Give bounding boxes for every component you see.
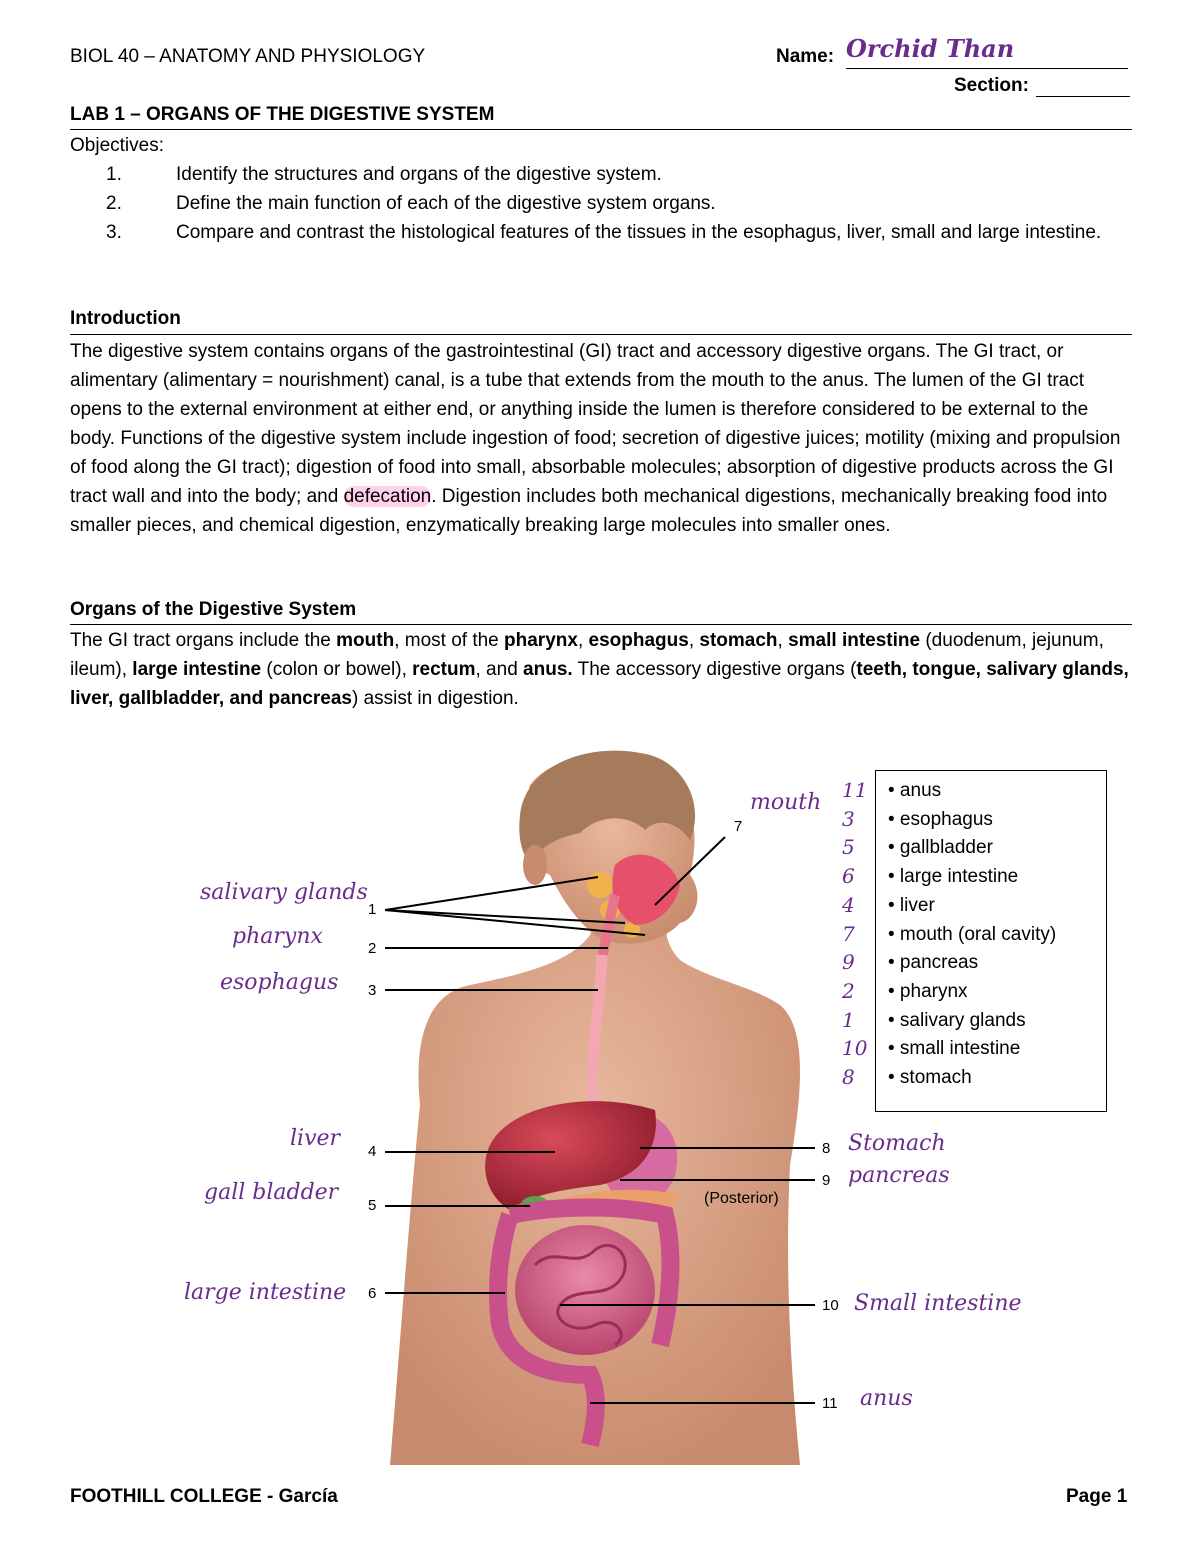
key-term: • large intestine [888, 866, 1019, 888]
handwritten-label: pharynx [232, 924, 323, 949]
objective-number: 2. [106, 193, 122, 214]
handwritten-label: Small intestine [854, 1291, 1022, 1316]
introduction-rule [70, 334, 1132, 335]
title-rule [70, 129, 1132, 130]
page-number: Page 1 [1066, 1486, 1128, 1507]
introduction-text-end: . Digestion includes both mechanical digestions, mechanically breaking food into smaller pieces, and chemical digestion, enzymatically breaking large molecules into smaller ones. [70, 486, 1108, 536]
bold-term: large intestine [132, 659, 262, 680]
organs-text: , [577, 630, 589, 651]
course-title: BIOL 40 – ANATOMY AND PHYSIOLOGY [70, 46, 426, 67]
organs-text: The accessory digestive organs ( [572, 659, 857, 680]
objective-number: 1. [106, 164, 122, 185]
bold-term: pharynx [504, 630, 578, 651]
key-handwritten-number: 7 [842, 921, 855, 946]
handwritten-label: pancreas [848, 1163, 950, 1188]
highlighted-word: defecation [343, 486, 432, 507]
key-term: • salivary glands [888, 1009, 1026, 1031]
key-handwritten-number: 10 [842, 1036, 868, 1061]
key-handwritten-number: 5 [842, 835, 855, 860]
key-term: • anus [888, 780, 942, 801]
handwritten-label: salivary glands [200, 880, 368, 905]
key-handwritten-number: 11 [842, 778, 868, 802]
callout-number: 8 [822, 1140, 831, 1157]
callout-number: 3 [368, 982, 377, 999]
callout-number: 10 [822, 1297, 839, 1314]
objective-text: Define the main function of each of the digestive system organs. [176, 193, 716, 214]
organs-text: (colon or bowel), [261, 659, 413, 680]
bold-term: anus. [523, 659, 573, 680]
bold-term: esophagus [588, 630, 689, 651]
organs-text: , and [475, 659, 524, 680]
handwritten-label: esophagus [220, 970, 339, 995]
organs-rule [70, 624, 1132, 625]
key-term: • small intestine [888, 1038, 1021, 1060]
callout-number: 4 [368, 1143, 377, 1160]
organs-text: , [777, 630, 789, 651]
handwritten-label: anus [860, 1386, 913, 1411]
name-underline [846, 68, 1128, 69]
objectives-heading: Objectives: [70, 135, 164, 156]
digestive-system-figure [360, 745, 840, 1465]
key-term: • gallbladder [888, 837, 993, 859]
callout-number: 5 [368, 1197, 377, 1214]
organs-paragraph [70, 626, 1138, 713]
handwritten-label: Stomach [848, 1131, 946, 1156]
posterior-label: (Posterior) [704, 1190, 779, 1207]
key-term: • pancreas [888, 952, 979, 974]
callout-number: 1 [368, 901, 377, 918]
salivary-gland-shape [587, 872, 613, 898]
objective-number: 3. [106, 222, 122, 243]
key-handwritten-number: 2 [842, 978, 855, 1003]
callout-number: 7 [734, 818, 743, 835]
bold-term: rectum [412, 659, 476, 680]
name-label: Name: [776, 46, 835, 67]
bold-term: mouth [336, 630, 395, 651]
lab-title: LAB 1 – ORGANS OF THE DIGESTIVE SYSTEM [70, 104, 495, 125]
callout-number: 6 [368, 1285, 377, 1302]
bold-term: stomach [699, 630, 778, 651]
introduction-paragraph [70, 337, 1138, 540]
organs-text: (duodenum, jejunum, ileum), [70, 630, 1104, 680]
handwritten-label: large intestine [184, 1280, 347, 1305]
section-label: Section: [954, 75, 1029, 96]
name-value: Orchid Than [846, 34, 1015, 63]
callout-number: 2 [368, 940, 377, 957]
objective-text: Identify the structures and organs of the digestive system. [176, 164, 662, 185]
organs-text: The GI tract organs include the [70, 630, 337, 651]
organs-text: , most of the [394, 630, 505, 651]
key-handwritten-number: 4 [842, 892, 855, 917]
key-handwritten-number: 8 [842, 1065, 855, 1089]
bold-term: teeth, tongue, salivary glands, liver, gallbladder, and pancreas [70, 659, 1129, 709]
key-term: • stomach [888, 1067, 972, 1088]
key-handwritten-number: 1 [842, 1007, 855, 1032]
introduction-text: The digestive system contains organs of the gastrointestinal (GI) tract and accessory digestive organs. The GI tract, or alimentary (alimentary = nourishment) canal, is a tube that extends from the mouth to the anus. The lumen of the GI tract opens to the external environment at either end, or anything inside the lumen is therefore considered to be external to the body. Functions of the digestive system include ingestion of food; secretion of digestive juices; motility (mixing and propulsion of food along the GI tract); digestion of food into small, absorbable molecules; absorption of digestive products across the GI tract wall and into the body; and [70, 341, 1121, 507]
organs-heading: Organs of the Digestive System [70, 599, 357, 620]
callout-number: 11 [822, 1395, 838, 1412]
objective-text: Compare and contrast the histological features of the tissues in the esophagus, liver, small and large intestine. [176, 222, 1102, 243]
bold-term: small intestine [788, 630, 921, 651]
handwritten-label: liver [290, 1126, 341, 1151]
handwritten-label: gall bladder [204, 1180, 339, 1205]
key-term: • pharynx [888, 980, 968, 1002]
key-term: • mouth (oral cavity) [888, 923, 1057, 945]
key-handwritten-number: 6 [842, 864, 855, 889]
footer-left: FOOTHILL COLLEGE - García [70, 1486, 338, 1507]
introduction-heading: Introduction [70, 308, 181, 329]
organs-text: , [688, 630, 700, 651]
ear [523, 845, 547, 885]
section-underline [1036, 96, 1130, 97]
key-term: • liver [888, 894, 935, 916]
small-intestine-shape [515, 1225, 655, 1355]
callout-number: 9 [822, 1172, 831, 1189]
key-term: • esophagus [888, 808, 993, 830]
handwritten-label: mouth [750, 790, 822, 815]
organs-text: ) assist in digestion. [351, 688, 519, 709]
key-handwritten-number: 9 [842, 950, 855, 975]
key-handwritten-number: 3 [842, 806, 855, 831]
